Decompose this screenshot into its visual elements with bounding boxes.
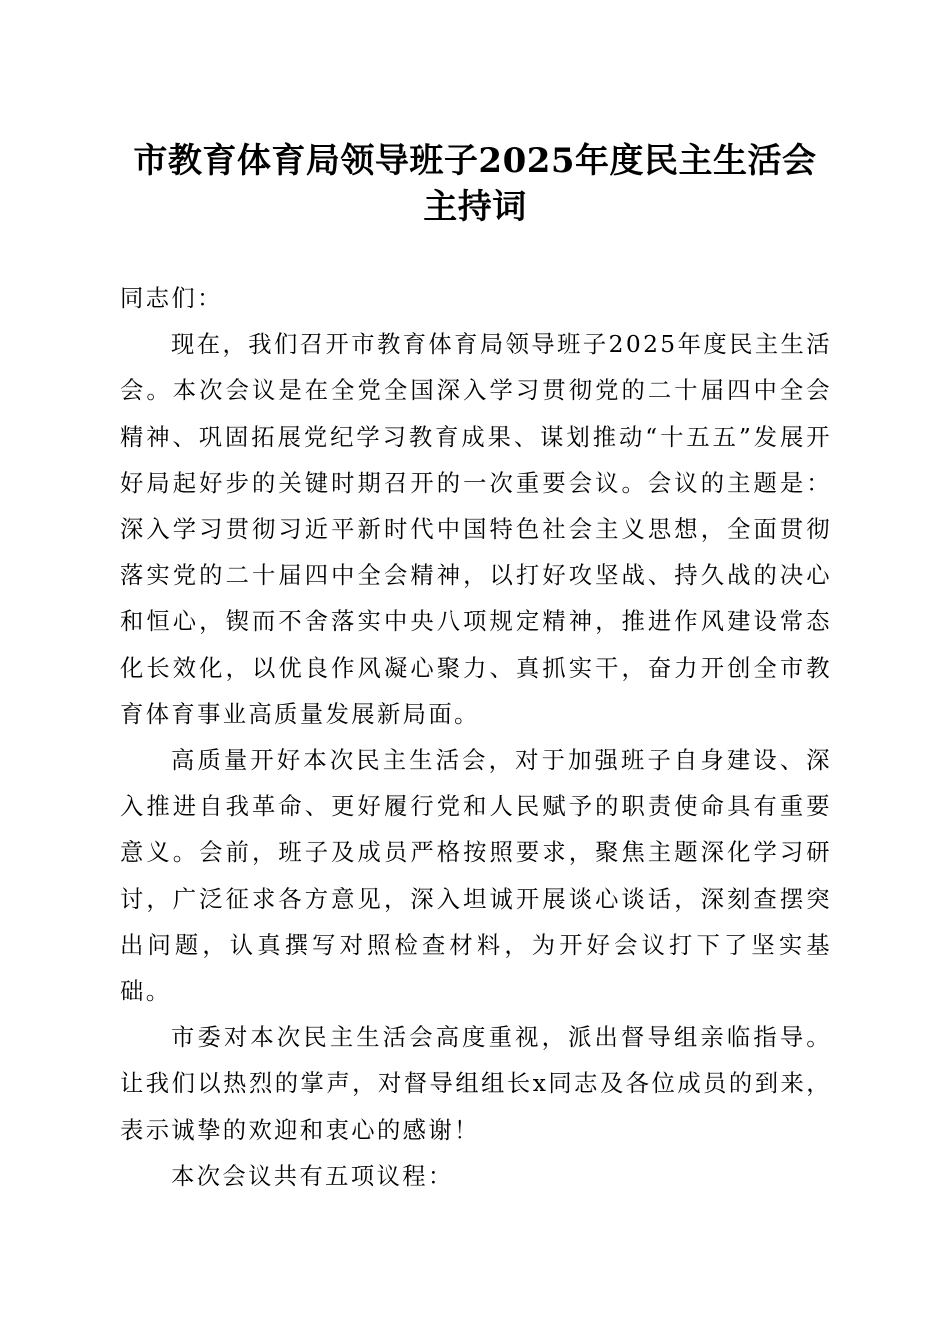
document-body: [120, 276, 832, 1200]
paragraph-opening: 现在，我们召开市教育体育局领导班子2025年度民主生活会。本次会议是在全党全国深入学习贯彻党的二十届四中全会精神、巩固拓展党纪学习教育成果、谋划推动“十五五”发展开好局起好步的关键时期召开的一次重要会议。会议的主题是：深入学习贯彻习近平新时代中国特色社会主义思想，全面贯彻落实党的二十届四中全会精神，以打好攻坚战、持久战的决心和恒心，锲而不舍落实中央八项规定精神，推进作风建设常态化长效化，以优良作风凝心聚力、真抓实干，奋力开创全市教育体育事业高质量发展新局面。: [120, 331, 832, 728]
paragraph-agenda-intro: 本次会议共有五项议程：: [171, 1162, 454, 1190]
paragraph-welcome: 市委对本次民主生活会高度重视，派出督导组亲临指导。让我们以热烈的掌声，对督导组组长x同志及各位成员的到来，表示诚挚的欢迎和衷心的感谢！: [120, 1024, 832, 1144]
paragraph-significance: 高质量开好本次民主生活会，对于加强班子自身建设、深入推进自我革命、更好履行党和人民赋予的职责使命具有重要意义。会前，班子及成员严格按照要求，聚焦主题深化学习研讨，广泛征求各方意见，深入坦诚开展谈心谈话，深刻查摆突出问题，认真撰写对照检查材料，为开好会议打下了坚实基础。: [120, 747, 832, 1006]
document-title-line-2: 主持词: [423, 187, 527, 227]
document-title-line-1: 市教育体育局领导班子2025年度民主生活会: [133, 141, 817, 181]
salutation: 同志们：: [120, 285, 223, 312]
